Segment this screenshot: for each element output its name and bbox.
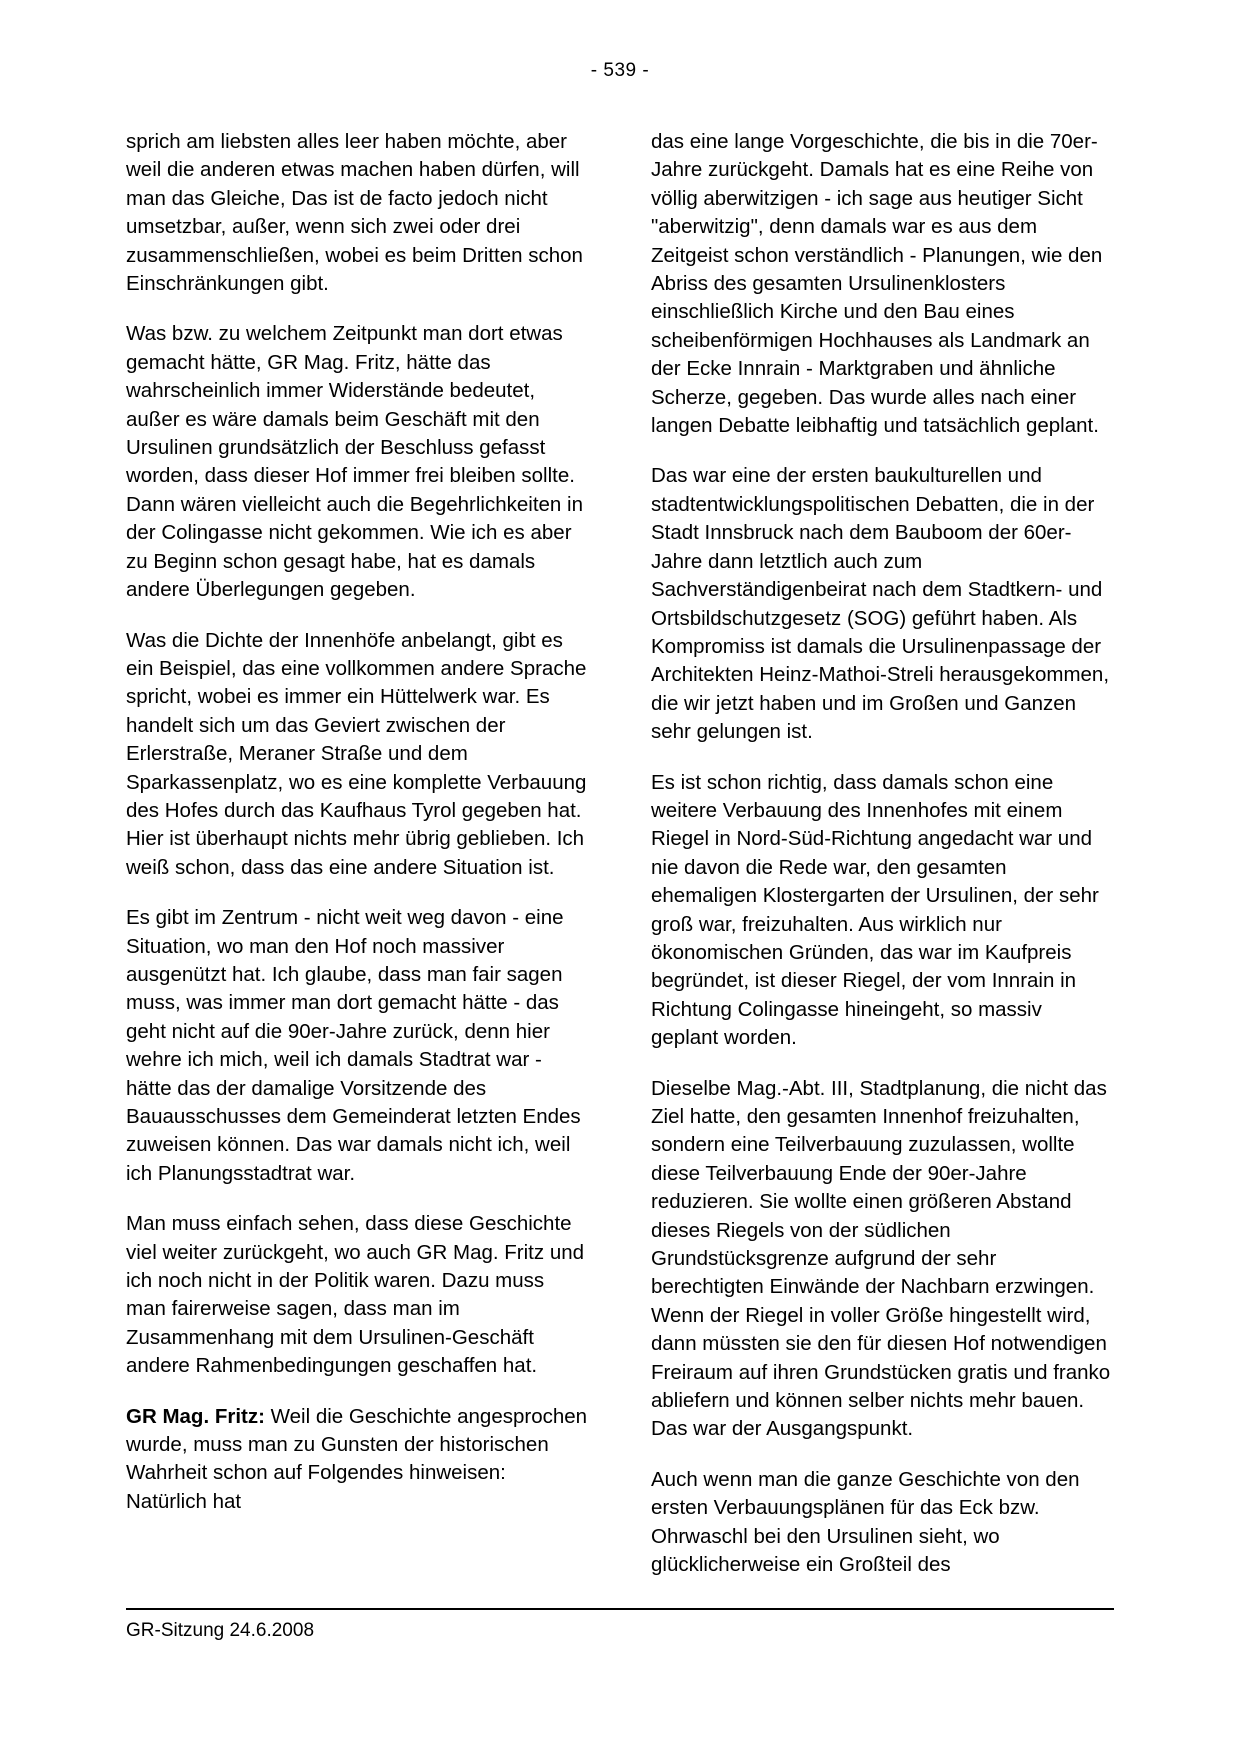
footer-divider bbox=[126, 1608, 1114, 1610]
paragraph-with-speaker bbox=[126, 1403, 589, 1517]
paragraph: das eine lange Vorgeschichte, die bis in die 70er-Jahre zurückgeht. Damals hat es eine Reihe von völlig aberwitzigen - ich sage aus heutiger Sicht "aberwitzig", denn damals war es aus dem Zeitgeist schon verständlich - Planungen, wie den Abriss des gesamten Ursulinenklosters einschließlich Kirche und den Bau eines scheibenförmigen Hochhauses als Landmark an der Ecke Innrain - Marktgraben und ähnliche Scherze, gegeben. Das wurde alles nach einer langen Debatte leibhaftig und tatsächlich geplant. bbox=[651, 130, 1103, 438]
paragraph: Es ist schon richtig, dass damals schon eine weitere Verbauung des Innenhofes mit einem Riegel in Nord-Süd-Richtung angedacht war und nie davon die Rede war, den gesamten ehemaligen Klostergarten der Ursulinen, der sehr groß war, freizuhalten. Aus wirklich nur ökonomischen Gründen, das war im Kaufpreis begründet, ist dieser Riegel, der vom Innrain in Richtung Colingasse hineingeht, so massiv geplant worden. bbox=[651, 770, 1099, 1050]
speaker-paragraph-text: Weil die Geschichte angesprochen wurde, muss man zu Gunsten der historischen Wahrheit schon auf Folgendes hinweisen: Natürlich hat bbox=[126, 1404, 588, 1513]
page-number: - 539 - bbox=[590, 60, 650, 81]
paragraph: Auch wenn man die ganze Geschichte von den ersten Verbauungsplänen für das Eck bzw. Ohrwaschl bei den Ursulinen sieht, wo glücklicherweise ein Großteil des bbox=[651, 1467, 1080, 1577]
paragraph: Das war eine der ersten baukulturellen und stadtentwicklungspolitischen Debatten, die in der Stadt Innsbruck nach dem Bauboom der 60er-Jahre dann letztlich auch zum Sachverständigenbeirat nach dem Stadtkern- und Ortsbildschutzgesetz (SOG) geführt haben. Als Kompromiss ist damals die Ursulinenpassage der Architekten Heinz-Mathoi-Streli herausgekommen, die wir jetzt haben und im Großen und Ganzen sehr gelungen ist. bbox=[651, 464, 1110, 744]
left-column bbox=[126, 128, 589, 1580]
paragraph: Dieselbe Mag.-Abt. III, Stadtplanung, die nicht das Ziel hatte, den gesamten Innenhof freizuhalten, sondern eine Teilverbauung zuzulassen, wollte diese Teilverbauung Ende der 90er-Jahre reduzieren. Sie wollte einen größeren Abstand dieses Riegels von der südlichen Grundstücksgrenze aufgrund der sehr berechtigten Einwände der Nachbarn erzwingen. Wenn der Riegel in voller Größe hingestellt wird, dann müssten sie den für diesen Hof notwendigen Freiraum auf ihren Grundstücken gratis und franko abliefern und können selber nichts mehr bauen. Das war der Ausgangspunkt. bbox=[651, 1076, 1111, 1441]
paragraph: Man muss einfach sehen, dass diese Geschichte viel weiter zurückgeht, wo auch GR Mag. Fritz und ich noch nicht in der Politik waren. Dazu muss man fairerweise sagen, dass man im Zusammenhang mit dem Ursulinen-Geschäft andere Rahmenbedingungen geschaffen hat. bbox=[126, 1212, 585, 1378]
two-column-body bbox=[126, 128, 1114, 1580]
paragraph: Was die Dichte der Innenhöfe anbelangt, gibt es ein Beispiel, das eine vollkommen andere Sprache spricht, wobei es immer ein Hüttelwerk war. Es handelt sich um das Geviert zwischen der Erlerstraße, Meraner Straße und dem Sparkassenplatz, wo es eine komplette Verbauung des Hofes durch das Kaufhaus Tyrol gegeben hat. Hier ist überhaupt nichts mehr übrig geblieben. Ich weiß schon, dass das eine andere Situation ist. bbox=[126, 628, 587, 879]
right-column bbox=[651, 128, 1114, 1580]
paragraph: Was bzw. zu welchem Zeitpunkt man dort etwas gemacht hätte, GR Mag. Fritz, hätte das wahrscheinlich immer Widerstände bedeutet, außer es wäre damals beim Geschäft mit den Ursulinen grundsätzlich der Beschluss gefasst worden, dass dieser Hof immer frei bleiben sollte. Dann wären vielleicht auch die Begehrlichkeiten in der Colingasse nicht gekommen. Wie ich es aber zu Beginn schon gesagt habe, hat es damals andere Überlegungen gegeben. bbox=[126, 322, 583, 602]
speaker-label: GR Mag. Fritz: bbox=[126, 1404, 265, 1428]
paragraph: sprich am liebsten alles leer haben möchte, aber weil die anderen etwas machen haben dürfen, will man das Gleiche, Das ist de facto jedoch nicht umsetzbar, außer, wenn sich zwei oder drei zusammenschließen, wobei es beim Dritten schon Einschränkungen gibt. bbox=[126, 130, 583, 296]
paragraph: Es gibt im Zentrum - nicht weit weg davon - eine Situation, wo man den Hof noch massiver ausgenützt hat. Ich glaube, dass man fair sagen muss, was immer man dort gemacht hätte - das geht nicht auf die 90er-Jahre zurück, denn hier wehre ich mich, weil ich damals Stadtrat war - hätte das der damalige Vorsitzende des Bauausschusses dem Gemeinderat letzten Endes zuweisen können. Das war damals nicht ich, weil ich Planungsstadtrat war. bbox=[126, 906, 581, 1185]
footer-label: GR-Sitzung 24.6.2008 bbox=[126, 1620, 315, 1641]
